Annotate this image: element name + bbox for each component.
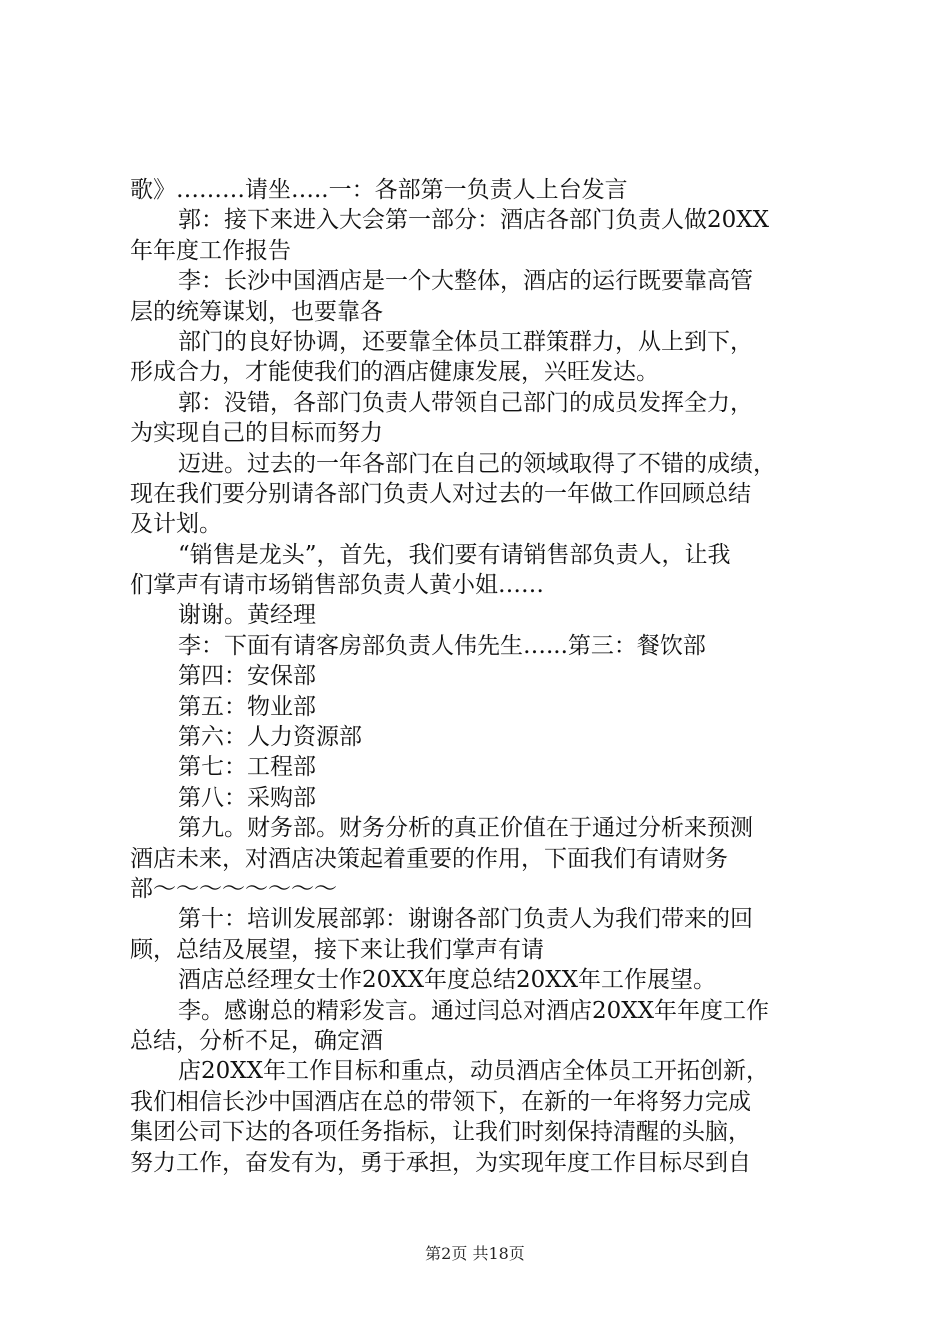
text-line: 歌》………请坐…..一：各部第一负责人上台发言: [130, 177, 628, 203]
text-line: 李：下面有请客房部负责人伟先生…...第三：餐饮部: [178, 632, 706, 659]
text-line: 部门的良好协调，还要靠全体员工群策群力，从上到下，: [178, 328, 753, 355]
text-line: 集团公司下达的各项任务指标，让我们时刻保持清醒的头脑，: [130, 1119, 751, 1146]
text-line: “销售是龙头”，首先，我们要有请销售部负责人，让我: [178, 541, 731, 568]
text-line: 年年度工作报告: [130, 237, 291, 264]
text-line: 第十：培训发展部郭：谢谢各部门负责人为我们带来的回: [178, 906, 753, 933]
text-line: 第四：安保部: [178, 663, 316, 690]
text-line: 总结，分析不足，确定酒: [130, 1027, 383, 1054]
text-line: 现在我们要分别请各部门负责人对过去的一年做工作回顾总结: [130, 480, 751, 507]
text-line: 为实现自己的目标而努力: [130, 420, 383, 447]
text-line: 们掌声有请市场销售部负责人黄小姐……: [130, 572, 544, 599]
text-line: 我们相信长沙中国酒店在总的带领下，在新的一年将努力完成: [130, 1088, 751, 1115]
text-line: 店20XX年工作目标和重点，动员酒店全体员工开拓创新，: [178, 1058, 770, 1085]
text-line: 李。感谢总的精彩发言。通过闫总对酒店20XX年年度工作: [178, 997, 770, 1024]
text-line: 第五：物业部: [178, 693, 316, 720]
text-line: 郭：没错，各部门负责人带领自己部门的成员发挥全力，: [178, 389, 753, 416]
text-line: 酒店未来，对酒店决策起着重要的作用，下面我们有请财务: [130, 845, 728, 872]
page-footer: 第2页 共18页: [425, 1244, 525, 1263]
body-text: [130, 175, 840, 1178]
text-line: 顾，总结及展望，接下来让我们掌声有请: [130, 936, 544, 963]
text-line: 及计划。: [130, 511, 222, 538]
text-line: 迈进。过去的一年各部门在自己的领域取得了不错的成绩，: [178, 450, 776, 477]
text-line: 郭：接下来进入大会第一部分：酒店各部门负责人做20XX: [178, 207, 770, 234]
text-line: 第六：人力资源部: [178, 724, 362, 751]
text-line: 酒店总经理女士作20XX年度总结20XX年工作展望。: [178, 967, 717, 994]
text-line: 第九。财务部。财务分析的真正价值在于通过分析来预测: [178, 815, 753, 842]
text-line: 李：长沙中国酒店是一个大整体，酒店的运行既要靠高管: [178, 268, 753, 295]
text-line: 第七：工程部: [178, 754, 316, 781]
text-line: 层的统筹谋划，也要靠各: [130, 298, 383, 325]
text-line: 形成合力，才能使我们的酒店健康发展，兴旺发达。: [130, 359, 659, 386]
text-line: 谢谢。黄经理: [178, 602, 316, 629]
text-line: 部～～～～～～～～: [130, 875, 337, 902]
text-line: 第八：采购部: [178, 784, 316, 811]
text-line: 努力工作，奋发有为，勇于承担，为实现年度工作目标尽到自: [130, 1149, 751, 1176]
